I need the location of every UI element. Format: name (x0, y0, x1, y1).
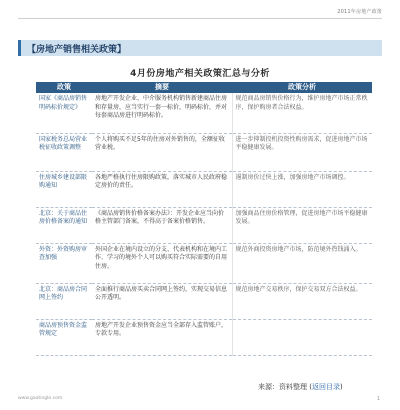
table-row (36, 243, 372, 283)
footer-url: www.gaotingle.com (18, 396, 63, 401)
source-text: 资料整理 (279, 383, 307, 391)
summary-cell: 房地产开发企业预售资金应当全部存入监管账户，专款专用。 (92, 319, 232, 355)
policy-cell: 国家税务总局营业税征收政策调整 (36, 133, 92, 171)
policy-cell: 国家《商品房销售明码标价规定》 (36, 93, 92, 133)
policy-cell: 商品房预售资金监管规定 (36, 319, 92, 355)
table-row (36, 93, 372, 133)
analysis-cell (232, 319, 372, 355)
analysis-cell: 规范房地产交易秩序，保护交易双方合法权益。 (232, 283, 372, 319)
table-row (36, 171, 372, 207)
header-analysis: 政策分析 (232, 82, 372, 93)
table-row (36, 283, 372, 319)
analysis-cell: 加强商品住房价格管理，促进房地产市场平稳健康发展。 (232, 207, 372, 243)
summary-cell: 各地严格执行住房限购政策，落实城市人民政府稳定房价的责任。 (92, 171, 232, 207)
section-title: 【房地产销售相关政策】 (27, 45, 127, 55)
summary-cell: 房地产开发企业、中介服务机构销售新建商品住房和存量房，应当实行一套一标价，明码标价，并对每套商品房进行明码标价。 (92, 93, 232, 133)
analysis-cell: 规范外商投资房地产市场，防范境外热钱涌入。 (232, 243, 372, 283)
policy-cell: 外资：外资购房审查加强 (36, 243, 92, 283)
summary-cell: 全面推行商品房买卖合同网上签约，实现交易信息公开透明。 (92, 283, 232, 319)
summary-cell: 外国企业在境内设立的分支、代表机构和在境内工作、学习的境外个人可以购买符合实际需要的自用住房。 (92, 243, 232, 283)
header-policy: 政策 (36, 82, 92, 93)
doc-title: 4月份房地产相关政策汇总与分析 (130, 69, 270, 79)
analysis-cell: 进一步抑制投机投资性购房需求，促进房地产市场平稳健康发展。 (232, 133, 372, 171)
header-divider (18, 18, 382, 19)
page-number: 1 (376, 396, 380, 402)
page-header: 2011年房地产政策 (337, 9, 382, 15)
source-label: 来源： (258, 383, 279, 391)
analysis-cell: 遏制房价过快上涨，加强房地产市场调控。 (232, 171, 372, 207)
policy-cell: 北京：关于商品住房价格备案的通知 (36, 207, 92, 243)
back-to-toc-link[interactable]: 返回目录 (311, 383, 340, 391)
policy-cell: 北京：商品房合同网上签约 (36, 283, 92, 319)
table-header-row (36, 82, 372, 93)
table-row (36, 207, 372, 243)
header-summary: 摘要 (92, 82, 232, 93)
summary-cell: 个人将购买不足5年的住房对外销售的，全额征收营业税。 (92, 133, 232, 171)
table-row (36, 319, 372, 355)
policy-cell: 住房城乡建设部限购通知 (36, 171, 92, 207)
table-row (36, 133, 372, 171)
section-band (18, 40, 382, 56)
policy-table (36, 82, 372, 356)
summary-cell: 《商品房销售价格备案办法》：开发企业应当向价格主管部门备案，不得高于备案价格销售。 (92, 207, 232, 243)
source-line: 来源：资料整理 (返回目录) (258, 383, 343, 391)
analysis-cell: 规范商品房销售价格行为，维护房地产市场正常秩序，保护购房者合法权益。 (232, 93, 372, 133)
